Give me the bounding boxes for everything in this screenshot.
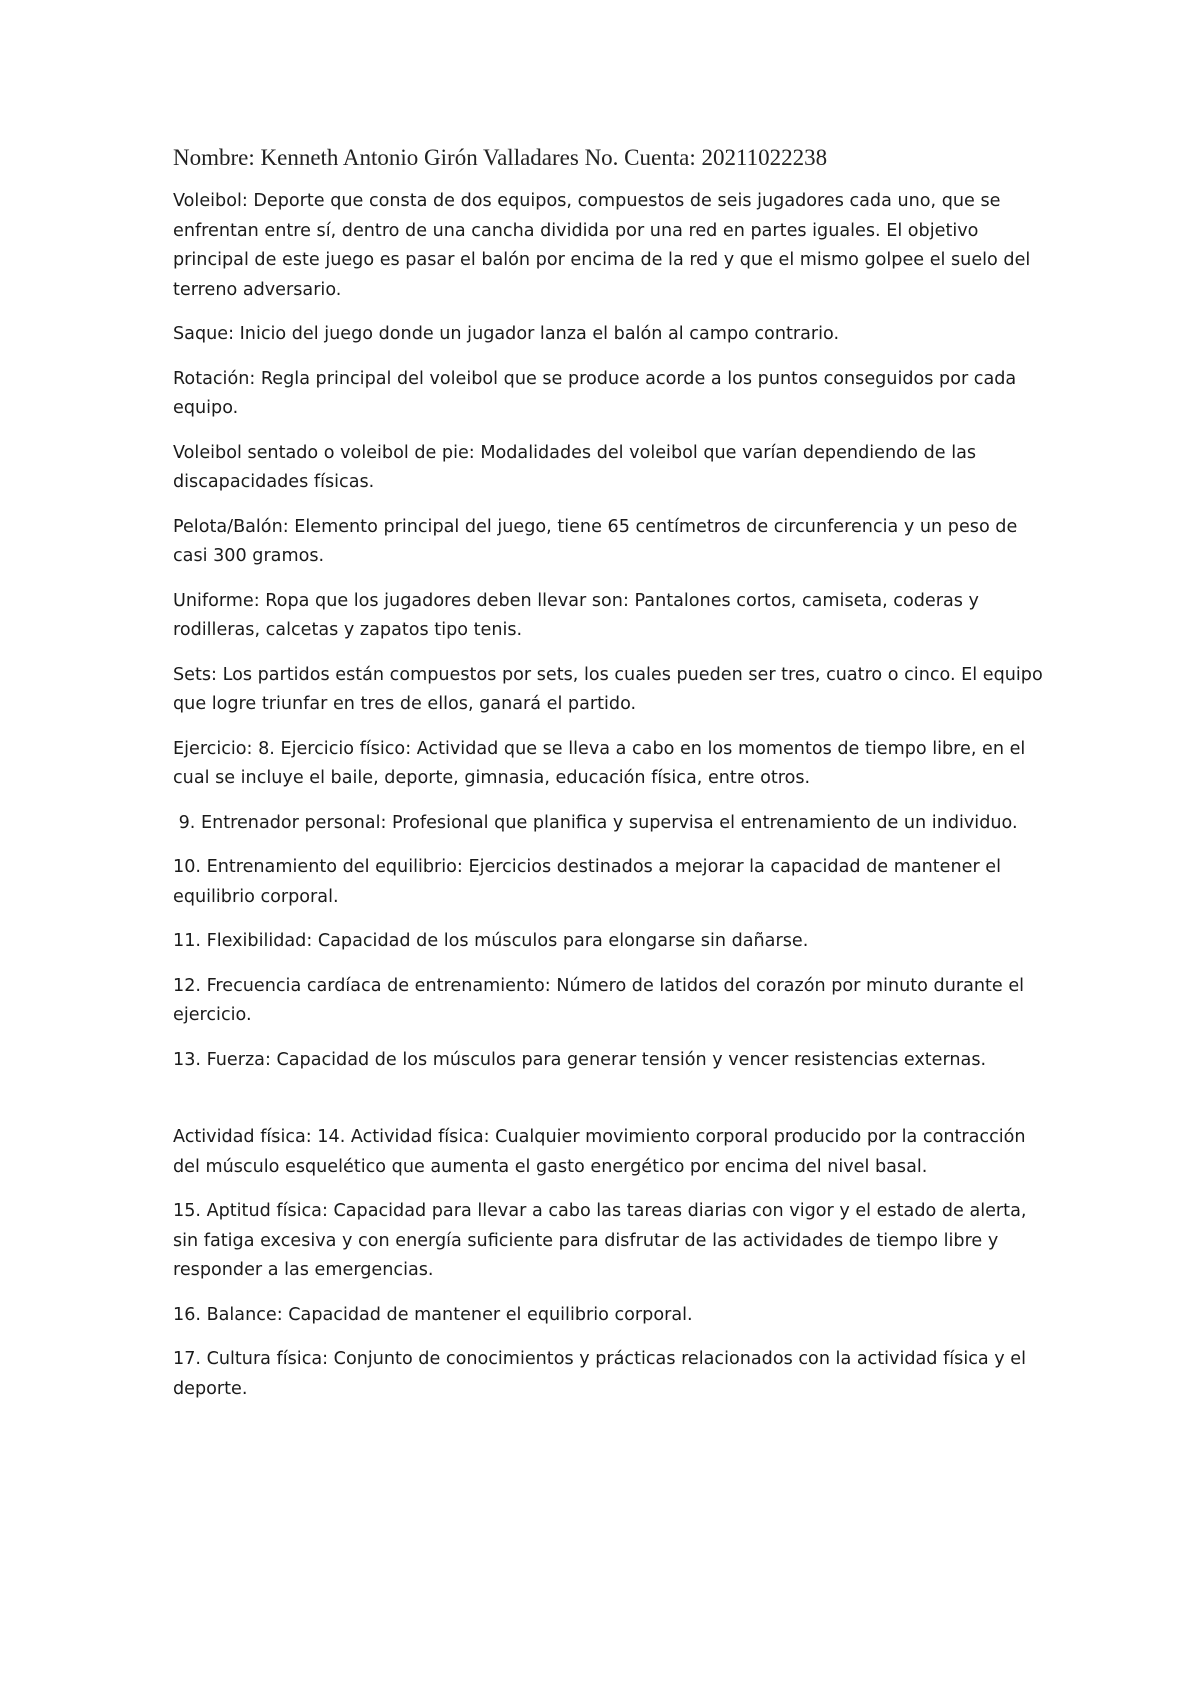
paragraph-rotacion: Rotación: Regla principal del voleibol que se produce acorde a los puntos conseguidos por cada equipo. [173, 368, 1017, 418]
paragraph-voleibol-sentado: Voleibol sentado o voleibol de pie: Modalidades del voleibol que varían dependiendo de las discapacidades físicas. [173, 442, 977, 492]
paragraph-frecuencia: 12. Frecuencia cardíaca de entrenamiento: Número de latidos del corazón por minuto durante el ejercicio. [173, 975, 1025, 1025]
student-header: Nombre: Kenneth Antonio Girón Valladares No. Cuenta: 20211022238 [173, 145, 828, 170]
paragraph-uniforme: Uniforme: Ropa que los jugadores deben llevar son: Pantalones cortos, camiseta, coderas y rodilleras, calcetas y zapatos tipo tenis. [173, 590, 979, 640]
paragraph-aptitud: 15. Aptitud física: Capacidad para llevar a cabo las tareas diarias con vigor y el estado de alerta, sin fatiga excesiva y con energía suficiente para disfrutar de las actividades de tiempo libre y responder a las emergencias. [173, 1201, 1027, 1280]
paragraph-actividad-fisica: Actividad física: 14. Actividad física: Cualquier movimiento corporal producido por la contracción del músculo esquelético que aumenta el gasto energético por encima del nivel basal. [173, 1127, 1026, 1177]
paragraph-saque: Saque: Inicio del juego donde un jugador lanza el balón al campo contrario. [173, 324, 840, 344]
paragraph-pelota: Pelota/Balón: Elemento principal del juego, tiene 65 centímetros de circunferencia y un peso de casi 300 gramos. [173, 516, 1018, 566]
document-body [173, 143, 1053, 1419]
paragraph-entrenador: 9. Entrenador personal: Profesional que planifica y supervisa el entrenamiento de un individuo. [173, 812, 1018, 833]
paragraph-balance: 16. Balance: Capacidad de mantener el equilibrio corporal. [173, 1304, 693, 1325]
paragraph-voleibol: Voleibol: Deporte que consta de dos equipos, compuestos de seis jugadores cada uno, que se enfrentan entre sí, dentro de una cancha dividida por una red en partes iguales. El objetivo principal de este juego es pasar el balón por encima de la red y que el mismo golpee el suelo del terreno adversario. [173, 191, 1031, 300]
paragraph-sets: Sets: Los partidos están compuestos por sets, los cuales pueden ser tres, cuatro o cinco. El equipo que logre triunfar en tres de ellos, ganará el partido. [173, 664, 1043, 714]
paragraph-ejercicio: Ejercicio: 8. Ejercicio físico: Actividad que se lleva a cabo en los momentos de tiempo libre, en el cual se incluye el baile, deporte, gimnasia, educación física, entre otros. [173, 738, 1026, 788]
paragraph-cultura: 17. Cultura física: Conjunto de conocimientos y prácticas relacionados con la actividad física y el deporte. [173, 1349, 1026, 1399]
paragraph-fuerza: 13. Fuerza: Capacidad de los músculos para generar tensión y vencer resistencias externas. [173, 1049, 987, 1070]
paragraph-flexibilidad: 11. Flexibilidad: Capacidad de los músculos para elongarse sin dañarse. [173, 931, 809, 951]
paragraph-equilibrio: 10. Entrenamiento del equilibrio: Ejercicios destinados a mejorar la capacidad de mantener el equilibrio corporal. [173, 857, 1001, 907]
